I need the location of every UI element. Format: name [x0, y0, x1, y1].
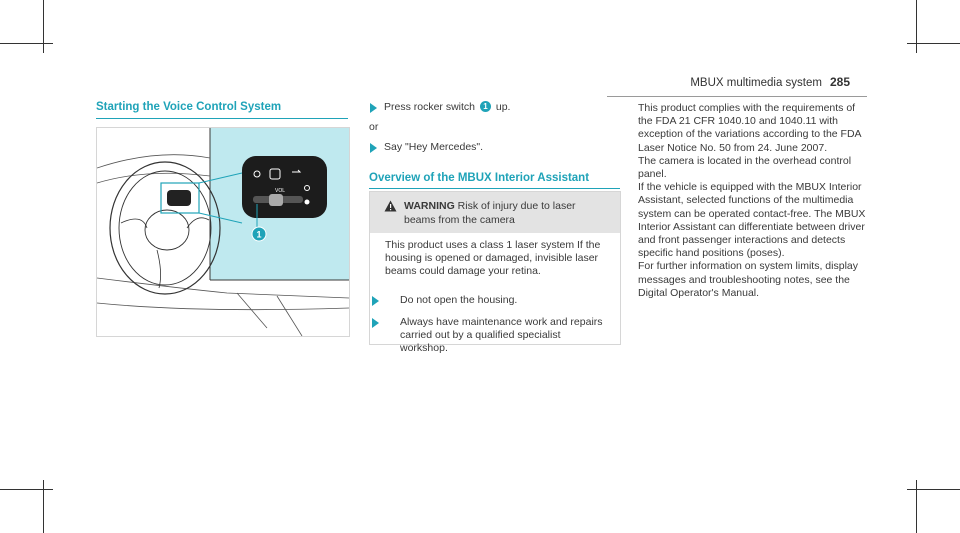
paragraph-interior-assistant: If the vehicle is equipped with the MBUX Interior Assistant, selected functions of the multimedia system can be operated contact-free. The MBUX Interior Assistant can differentiate between driver and front passenger interactions and detects specific hand positions (poses). — [638, 181, 866, 260]
figure-callout-1: 1 — [256, 229, 262, 240]
or-text: or — [369, 121, 379, 133]
header-rule — [607, 96, 867, 97]
step-arrow-icon — [372, 318, 379, 328]
steering-wheel-drawing — [97, 128, 349, 336]
warning-step-maintenance: Always have maintenance work and repairs carried out by a qualified specialist workshop. — [400, 316, 603, 354]
crop-mark — [0, 43, 53, 44]
step-press-switch — [384, 101, 510, 114]
warning-label: WARNING — [404, 200, 455, 212]
crop-mark — [0, 489, 53, 490]
section-heading-voice-control: Starting the Voice Control System — [96, 101, 282, 113]
paragraph-further-info: For further information on system limits, display messages and troubleshooting notes, see the Digital Operator's Manual. — [638, 260, 858, 299]
crop-mark — [916, 0, 917, 53]
page-number: 285 — [829, 75, 850, 89]
step-press-text: Press rocker switch — [384, 101, 476, 113]
step-arrow-icon — [372, 296, 379, 306]
step-press-suffix: up. — [495, 101, 511, 113]
warning-title-text: Risk of injury due to laser beams from the camera — [404, 200, 576, 226]
steering-wheel-illustration — [96, 127, 350, 337]
warning-header — [370, 192, 620, 233]
crop-mark — [907, 489, 960, 490]
warning-title — [404, 200, 609, 227]
crop-mark — [907, 43, 960, 44]
running-head-title: MBUX multimedia system — [690, 77, 822, 89]
paragraph-fda: This product complies with the requirements of the FDA 21 CFR 1040.10 and 1040.11 with exception of the variations according to the FDA Laser Notice No. 50 from 24. June 2007. — [638, 102, 861, 154]
step-say-hey-mercedes: Say "Hey Mercedes". — [384, 141, 484, 153]
crop-mark — [916, 480, 917, 533]
warning-step-do-not-open: Do not open the housing. — [400, 294, 518, 306]
section-rule — [369, 188, 620, 189]
step-arrow-icon — [370, 143, 377, 153]
crop-mark — [43, 480, 44, 533]
callout-1-badge: 1 — [480, 101, 491, 112]
vol-label: VOL — [275, 188, 286, 194]
crop-mark — [43, 0, 44, 53]
warning-body: This product uses a class 1 laser system If the housing is opened or damaged, invisible laser beams could damage your retina. — [385, 239, 601, 277]
warning-box — [369, 191, 621, 354]
section-heading-interior-assistant: Overview of the MBUX Interior Assistant — [369, 172, 590, 184]
right-column — [638, 102, 868, 300]
step-arrow-icon — [370, 103, 377, 113]
warning-triangle-icon — [384, 200, 397, 212]
paragraph-camera-location: The camera is located in the overhead control panel. — [638, 154, 852, 181]
section-rule — [96, 118, 348, 119]
running-head — [690, 75, 850, 89]
